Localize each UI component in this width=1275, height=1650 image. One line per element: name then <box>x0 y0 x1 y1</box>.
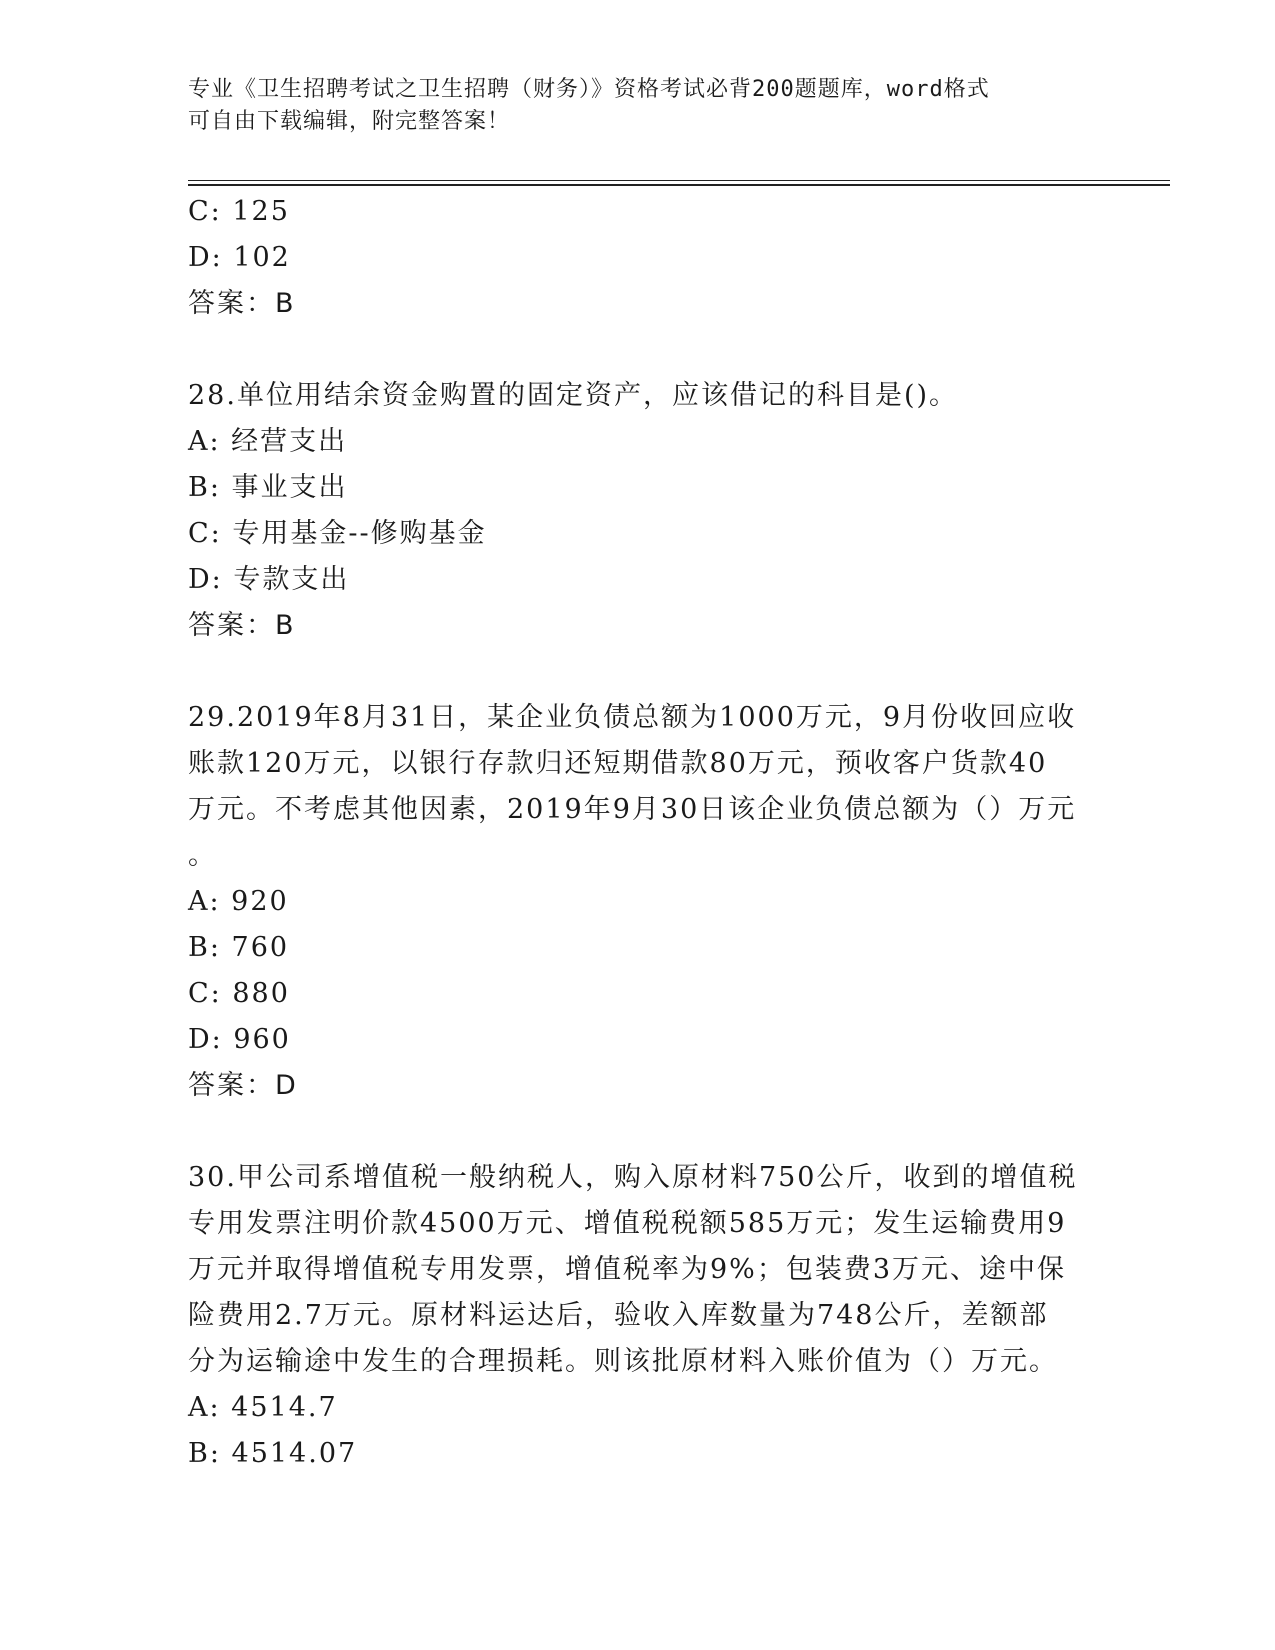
question-28 <box>188 373 1088 649</box>
header-divider-top <box>188 180 1170 181</box>
question-text: 28.单位用结余资金购置的固定资产，应该借记的科目是()。 <box>188 380 959 411</box>
question-text-line-5: 分为运输途中发生的合理损耗。则该批原材料入账价值为（）万元。 <box>188 1346 1058 1377</box>
question-text-line-1: 30.甲公司系增值税一般纳税人，购入原材料750公斤，收到的增值税 <box>188 1162 1078 1193</box>
option-b: B: 4514.07 <box>188 1438 358 1469</box>
answer-line: 答案：B <box>188 288 296 319</box>
answer-line: 答案：B <box>188 610 296 641</box>
question-text-line-2: 专用发票注明价款4500万元、增值税税额585万元；发生运输费用9 <box>188 1208 1067 1239</box>
option-a: A: 经营支出 <box>188 426 348 457</box>
option-b: B: 760 <box>188 932 290 963</box>
option-b: B: 事业支出 <box>188 472 348 503</box>
spacer <box>188 1109 1088 1155</box>
answer-line: 答案：D <box>188 1070 298 1101</box>
header-line-2: 可自由下载编辑，附完整答案！ <box>188 109 511 134</box>
question-text-line-2: 账款120万元，以银行存款归还短期借款80万元，预收客户货款40 <box>188 748 1048 779</box>
header-line-1: 专业《卫生招聘考试之卫生招聘（财务）》资格考试必背200题题库，word格式 <box>188 77 990 102</box>
option-c: C: 125 <box>188 196 290 227</box>
option-a: A: 920 <box>188 886 289 917</box>
question-content <box>188 189 1088 1477</box>
question-text-line-1: 29.2019年8月31日，某企业负债总额为1000万元，9月份收回应收 <box>188 702 1077 733</box>
document-header <box>188 74 1088 138</box>
option-c: C: 专用基金--修购基金 <box>188 518 487 549</box>
option-d: D: 专款支出 <box>188 564 350 595</box>
question-text-line-4: 。 <box>188 840 217 871</box>
option-d: D: 102 <box>188 242 291 273</box>
question-text-line-3: 万元。不考虑其他因素，2019年9月30日该企业负债总额为（）万元 <box>188 794 1077 825</box>
option-a: A: 4514.7 <box>188 1392 338 1423</box>
option-d: D: 960 <box>188 1024 291 1055</box>
question-29 <box>188 695 1088 1109</box>
spacer <box>188 649 1088 695</box>
question-30 <box>188 1155 1088 1477</box>
spacer <box>188 327 1088 373</box>
question-27-tail <box>188 189 1088 327</box>
question-text-line-4: 险费用2.7万元。原材料运达后，验收入库数量为748公斤，差额部 <box>188 1300 1049 1331</box>
option-c: C: 880 <box>188 978 290 1009</box>
header-divider-bottom <box>188 184 1170 186</box>
question-text-line-3: 万元并取得增值税专用发票，增值税率为9%；包装费3万元、途中保 <box>188 1254 1067 1285</box>
